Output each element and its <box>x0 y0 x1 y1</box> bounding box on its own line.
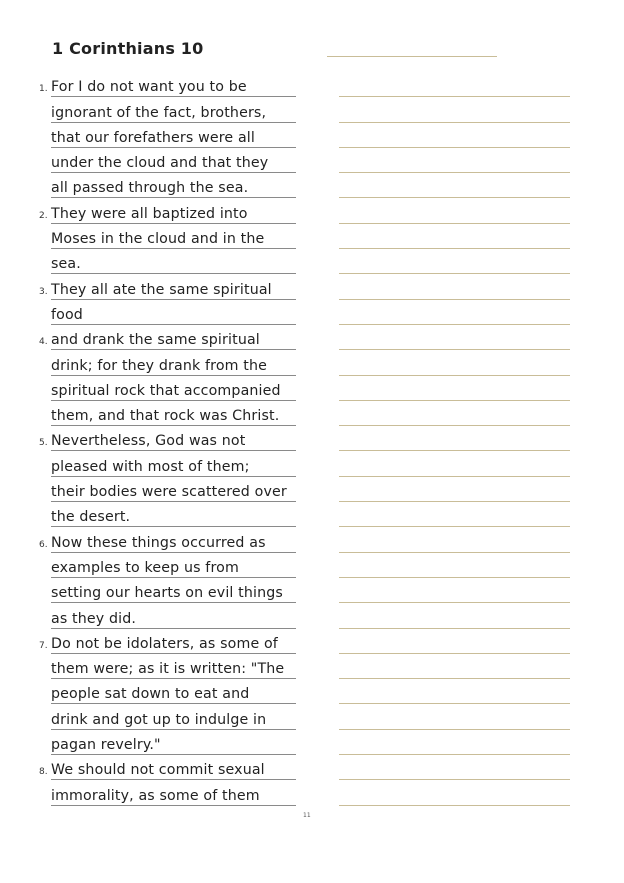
scripture-line <box>0 451 296 476</box>
scripture-line <box>0 376 296 401</box>
verse-text: We should not commit sexual <box>51 762 265 779</box>
verse-text: the desert. <box>51 509 131 526</box>
handwriting-line <box>339 325 570 350</box>
verse-text: examples to keep us from <box>51 559 239 576</box>
handwriting-line <box>339 553 570 578</box>
handwriting-line <box>339 730 570 755</box>
verse-text: them were; as it is written: "The <box>51 661 285 678</box>
handwriting-line <box>339 502 570 527</box>
scripture-line <box>0 123 296 148</box>
verse-text: ignorant of the fact, brothers, <box>51 104 267 121</box>
verse-text: They were all baptized into <box>51 205 248 222</box>
verse-text: pleased with most of them; <box>51 458 250 475</box>
handwriting-line <box>339 300 570 325</box>
handwriting-line <box>339 123 570 148</box>
verse-number: 1. <box>39 84 48 95</box>
handwriting-line <box>339 376 570 401</box>
scripture-line <box>0 426 296 451</box>
scripture-line <box>0 300 296 325</box>
handwriting-line <box>339 679 570 704</box>
verse-text: people sat down to eat and <box>51 686 250 703</box>
verse-text: Nevertheless, God was not <box>51 433 246 450</box>
verse-text: under the cloud and that they <box>51 155 269 172</box>
verse-text: Do not be idolaters, as some of <box>51 635 278 652</box>
handwriting-line <box>339 401 570 426</box>
page-title: 1 Corinthians 10 <box>52 39 204 58</box>
scripture-column <box>0 72 296 806</box>
handwriting-line <box>339 654 570 679</box>
handwriting-line <box>339 173 570 198</box>
scripture-line <box>0 780 296 805</box>
verse-number: 4. <box>39 337 48 348</box>
handwriting-line <box>339 477 570 502</box>
writing-column <box>339 72 570 806</box>
verse-number: 7. <box>39 640 48 651</box>
scripture-line <box>0 704 296 729</box>
handwriting-line <box>339 780 570 805</box>
handwriting-line <box>339 527 570 552</box>
scripture-line <box>0 148 296 173</box>
verse-number: 2. <box>39 210 48 221</box>
verse-text: drink; for they drank from the <box>51 357 268 374</box>
scripture-line <box>0 502 296 527</box>
handwriting-line <box>339 629 570 654</box>
scripture-line <box>0 578 296 603</box>
verse-text: pagan revelry." <box>51 737 161 754</box>
handwriting-line <box>339 755 570 780</box>
verse-number: 5. <box>39 438 48 449</box>
handwriting-line <box>339 426 570 451</box>
title-writing-line <box>327 56 497 57</box>
scripture-line <box>0 553 296 578</box>
verse-number: 6. <box>39 539 48 550</box>
handwriting-line <box>339 451 570 476</box>
verse-text: their bodies were scattered over <box>51 484 287 501</box>
verse-text: drink and got up to indulge in <box>51 711 267 728</box>
verse-text: spiritual rock that accompanied <box>51 382 281 399</box>
verse-text: all passed through the sea. <box>51 180 249 197</box>
handwriting-line <box>339 249 570 274</box>
scripture-line <box>0 730 296 755</box>
scripture-line <box>0 629 296 654</box>
scripture-line <box>0 477 296 502</box>
scripture-line <box>0 97 296 122</box>
handwriting-line <box>339 148 570 173</box>
verse-text: For I do not want you to be <box>51 79 247 96</box>
verse-number: 8. <box>39 767 48 778</box>
handwriting-line <box>339 603 570 628</box>
scripture-line <box>0 274 296 299</box>
verse-text: setting our hearts on evil things <box>51 585 283 602</box>
verse-text: They all ate the same spiritual <box>51 281 272 298</box>
scripture-line <box>0 603 296 628</box>
handwriting-line <box>339 704 570 729</box>
scripture-line <box>0 325 296 350</box>
page-number: 11 <box>303 812 311 819</box>
verse-text: that our forefathers were all <box>51 129 255 146</box>
scripture-line <box>0 249 296 274</box>
scripture-line <box>0 401 296 426</box>
underline-rule <box>51 805 296 806</box>
scripture-line <box>0 654 296 679</box>
scripture-line <box>0 173 296 198</box>
verse-text: as they did. <box>51 610 137 627</box>
handwriting-line <box>339 350 570 375</box>
handwriting-line <box>339 224 570 249</box>
handwriting-line <box>339 97 570 122</box>
scripture-line <box>0 72 296 97</box>
verse-text: and drank the same spiritual <box>51 332 260 349</box>
scripture-line <box>0 350 296 375</box>
handwriting-line <box>339 274 570 299</box>
verse-text: them, and that rock was Christ. <box>51 408 280 425</box>
verse-text: food <box>51 306 83 323</box>
scripture-line <box>0 198 296 223</box>
verse-number: 3. <box>39 286 48 297</box>
verse-text: immorality, as some of them <box>51 787 260 804</box>
scripture-line <box>0 224 296 249</box>
scripture-line <box>0 527 296 552</box>
verse-text: Now these things occurred as <box>51 534 266 551</box>
verse-text: Moses in the cloud and in the <box>51 231 265 248</box>
handwriting-line <box>339 198 570 223</box>
scripture-line <box>0 679 296 704</box>
handwriting-line <box>339 72 570 97</box>
scripture-line <box>0 755 296 780</box>
verse-text: sea. <box>51 256 81 273</box>
handwriting-line <box>339 578 570 603</box>
